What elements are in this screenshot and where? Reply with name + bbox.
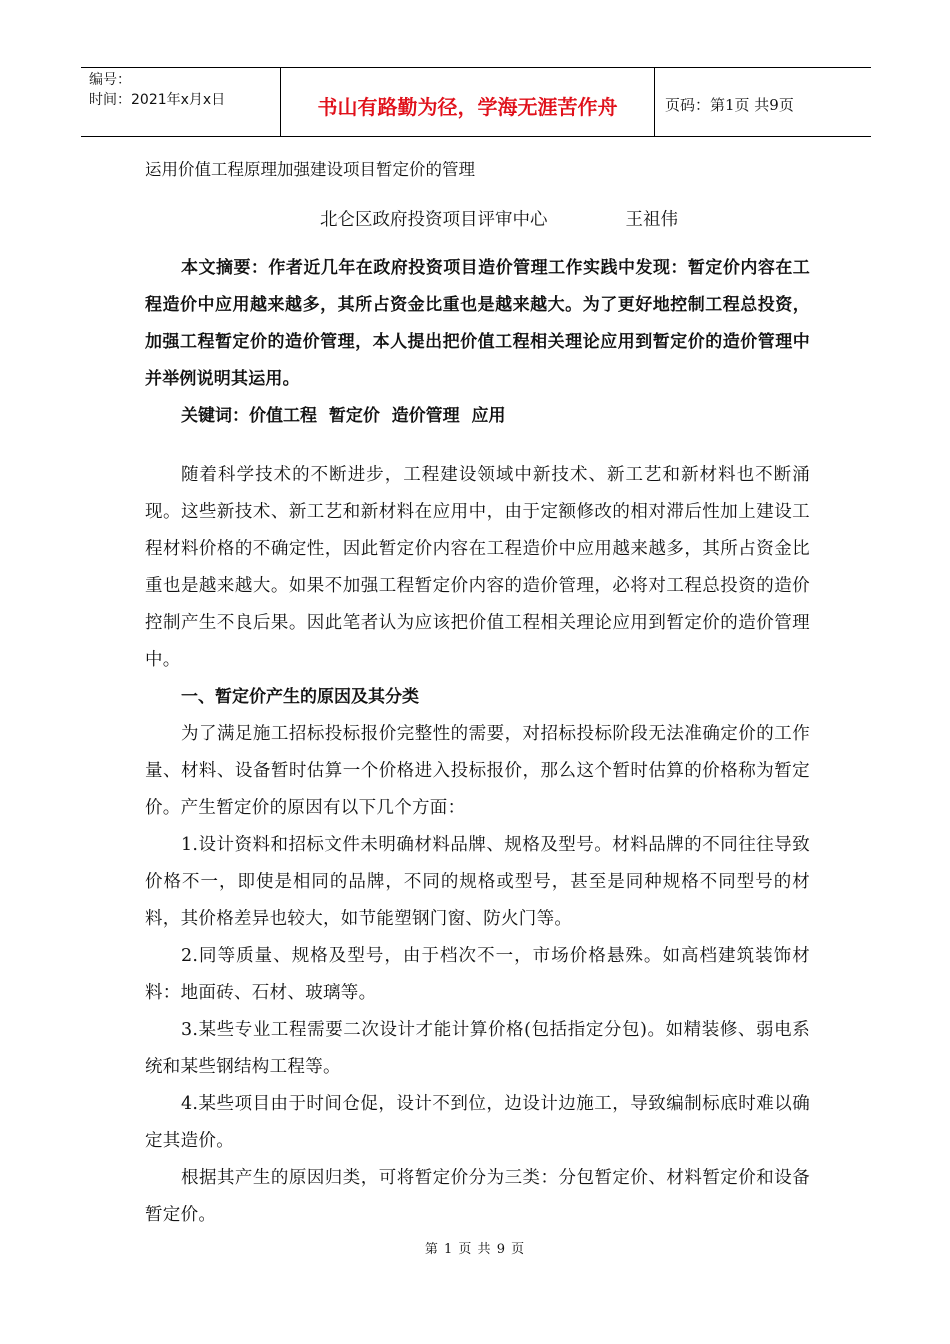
abstract: 本文摘要：作者近几年在政府投资项目造价管理工作实践中发现：暂定价内容在工程造价中应用越来越多，其所占资金比重也是越来越大。为了更好地控制工程总投资，加强工程暂定价的造价管理，本人提出把价值工程相关理论应用到暂定价的造价管理中并举例说明其运用。 — [145, 258, 810, 389]
document-number-label: 编号： — [89, 72, 131, 88]
section-1-intro: 为了满足施工招标投标报价完整性的需要，对招标投标阶段无法准确定价的工作量、材料、设备暂时估算一个价格进入投标报价，那么这个暂时估算的价格称为暂定价。产生暂定价的原因有以下几个方面： — [145, 724, 810, 818]
intro-paragraph: 随着科学技术的不断进步，工程建设领域中新技术、新工艺和新材料也不断涌现。这些新技术、新工艺和新材料在应用中，由于定额修改的相对滞后性加上建设工程材料价格的不确定性，因此暂定价内容在工程造价中应用越来越多，其所占资金比重也是越来越大。如果不加强工程暂定价内容的造价管理，必将对工程总投资的造价控制产生不良后果。因此笔者认为应该把价值工程相关理论应用到暂定价的造价管理中。 — [145, 465, 810, 670]
author-line — [145, 202, 810, 238]
list-item: 2.同等质量、规格及型号，由于档次不一，市场价格悬殊。如高档建筑装饰材料：地面砖、石材、玻璃等。 — [145, 946, 810, 1003]
keywords: 关键词：价值工程 暂定价 造价管理 应用 — [181, 406, 506, 426]
document-title: 运用价值工程原理加强建设项目暂定价的管理 — [145, 160, 475, 179]
list-item: 3.某些专业工程需要二次设计才能计算价格(包括指定分包)。如精装修、弱电系统和某些钢结构工程等。 — [145, 1020, 810, 1077]
header-meta — [81, 68, 281, 136]
section-1-heading: 一、暂定价产生的原因及其分类 — [181, 687, 419, 707]
document-time: 时间：2021年x月x日 — [89, 92, 226, 108]
list-item: 4.某些项目由于时间仓促，设计不到位，边设计边施工，导致编制标底时难以确定其造价。 — [145, 1094, 810, 1151]
header-motto: 书山有路勤为径，学海无涯苦作舟 — [281, 68, 655, 136]
classification-paragraph: 根据其产生的原因归类，可将暂定价分为三类：分包暂定价、材料暂定价和设备暂定价。 — [145, 1168, 810, 1225]
list-item: 1.设计资料和招标文件未明确材料品牌、规格及型号。材料品牌的不同往往导致价格不一，即使是相同的品牌，不同的规格或型号，甚至是同种规格不同型号的材料，其价格差异也较大，如节能塑钢门窗、防火门等。 — [145, 835, 810, 929]
header-page-info: 页码：第1页 共9页 — [665, 95, 794, 114]
document-body — [145, 152, 810, 1234]
author-name: 王祖伟 — [625, 210, 678, 230]
page-footer: 第 1 页 共 9 页 — [424, 1242, 526, 1257]
document-header — [81, 67, 871, 137]
author-organization: 北仑区政府投资项目评审中心 — [320, 210, 548, 230]
